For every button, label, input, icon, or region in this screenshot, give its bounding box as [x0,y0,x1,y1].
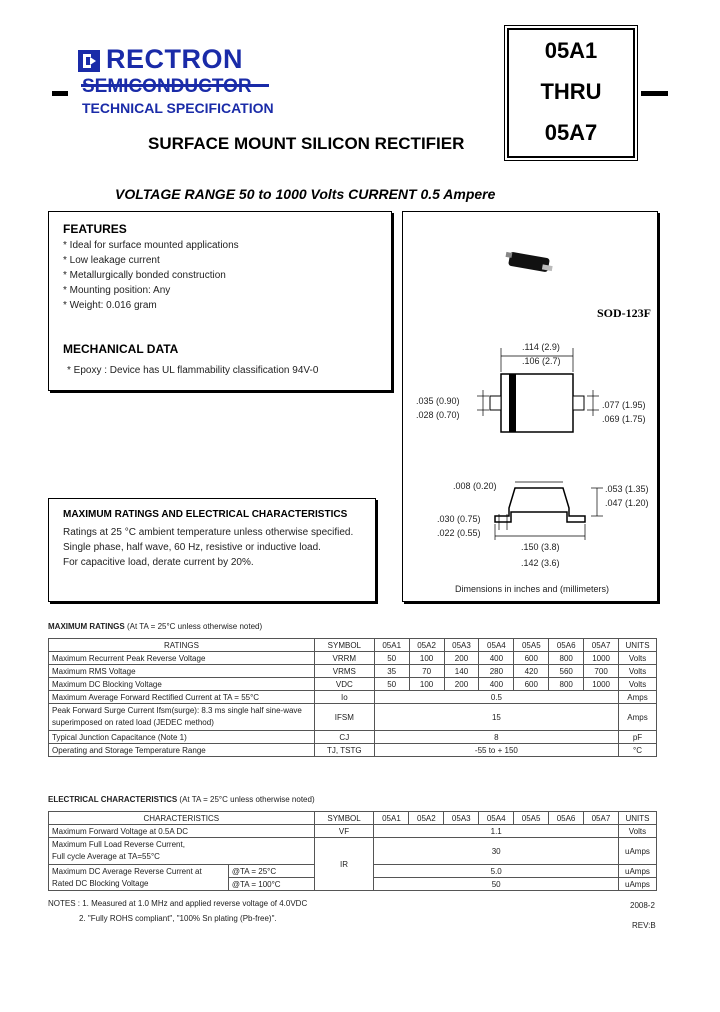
table-row [49,691,657,704]
note-1: NOTES : 1. Measured at 1.0 MHz and applied reverse voltage of 4.0VDC [48,899,308,908]
header-cell: 05A2 [409,812,444,825]
header-cell: 05A4 [479,812,514,825]
table-row [49,704,657,731]
features-list [63,238,239,313]
part-number-box [507,28,635,158]
elec-caption [48,795,315,804]
ratings-line: Ratings at 25 °C ambient temperature unless otherwise specified. [63,527,354,538]
row-symbol: VRRM [314,652,374,665]
row-label: Maximum Average Forward Rectified Current at TA = 55°C [49,691,315,704]
table-row [49,825,657,838]
row-label-line: Maximum Full Load Reverse Current, [52,840,185,849]
dim-side-bottom-1: .150 (3.8) [521,542,560,552]
max-ratings-table [48,638,657,757]
row-value: 1.1 [374,825,618,838]
part-thru: THRU [540,79,602,104]
header-bar-right [641,91,668,96]
row-label [49,865,229,891]
table-row [49,731,657,744]
header-cell: 05A7 [584,812,619,825]
ratings-heading: MAXIMUM RATINGS AND ELECTRICAL CHARACTERISTICS [63,509,348,520]
max-ratings-caption-rest: (At TA = 25°C unless otherwise noted) [124,622,263,631]
max-ratings-caption-bold: MAXIMUM RATINGS [48,622,125,631]
company-logo [78,44,278,118]
dim-right-1: .077 (1.95) [602,400,646,410]
row-condition: @TA = 100°C [228,878,314,891]
row-value: 5.0 [374,865,618,878]
row-unit: Amps [619,691,657,704]
row-symbol: TJ, TSTG [314,744,374,757]
row-value: 50 [374,652,409,665]
features-box [48,211,392,391]
header-cell: SYMBOL [314,812,374,825]
row-label: Typical Junction Capacitance (Note 1) [49,731,315,744]
dim-side-bottom-2: .142 (3.6) [521,558,560,568]
row-symbol: CJ [314,731,374,744]
row-value: 70 [409,665,444,678]
row-value: 100 [409,652,444,665]
header-cell: 05A1 [374,639,409,652]
row-unit: Volts [619,652,657,665]
row-symbol: VF [314,825,374,838]
row-label-line: Full cycle Average at TA=55°C [52,852,160,861]
table-row [49,744,657,757]
row-value: 140 [444,665,479,678]
row-value: 200 [444,678,479,691]
row-label-line: superimposed on rated load (JEDEC method) [52,718,214,727]
elec-table [48,811,657,891]
row-value: 560 [549,665,584,678]
header-cell: 05A5 [514,812,549,825]
table-row [49,838,657,865]
doc-revision: REV:B [632,921,656,930]
row-value: 420 [514,665,549,678]
row-value: 50 [374,878,618,891]
part-to: 05A7 [544,120,598,145]
row-symbol: IR [314,838,374,891]
part-from: 05A1 [544,38,598,63]
row-label: Maximum DC Blocking Voltage [49,678,315,691]
mechanical-item: * Epoxy : Device has UL flammability classification 94V-0 [67,365,319,376]
list-item: * Metallurgically bonded construction [63,270,226,281]
row-label [49,838,315,865]
row-unit: uAmps [618,865,656,878]
elec-caption-rest: (At TA = 25°C unless otherwise noted) [177,795,315,804]
row-value: 1000 [584,678,619,691]
row-label: Maximum Recurrent Peak Reverse Voltage [49,652,315,665]
row-label-line: Maximum DC Average Reverse Current at [52,866,202,876]
row-value: 0.5 [374,691,618,704]
elec-caption-bold: ELECTRICAL CHARACTERISTICS [48,795,178,804]
row-value: -55 to + 150 [374,744,618,757]
header-cell: SYMBOL [314,639,374,652]
dim-side-top: .008 (0.20) [453,481,497,491]
row-unit: Amps [619,704,657,731]
header-cell: 05A2 [409,639,444,652]
table-header-row [49,639,657,652]
row-label: Operating and Storage Temperature Range [49,744,315,757]
row-value: 35 [374,665,409,678]
row-value: 800 [549,652,584,665]
dimension-box [402,326,658,602]
row-label-line: Rated DC Blocking Voltage [52,878,149,888]
header-cell: 05A3 [444,812,479,825]
row-value: 700 [584,665,619,678]
row-label: Maximum RMS Voltage [49,665,315,678]
table-row [49,652,657,665]
dim-side-right-2: .047 (1.20) [605,498,649,508]
ratings-line: Single phase, half wave, 60 Hz, resistive or inductive load. [63,542,321,553]
semiconductor-label [82,76,252,98]
row-value: 600 [514,678,549,691]
table-row [49,665,657,678]
header-cell: 05A7 [584,639,619,652]
row-value: 15 [374,704,618,731]
dim-side-left-2: .022 (0.55) [437,528,481,538]
tech-spec-label: TECHNICAL SPECIFICATION [82,100,274,116]
row-value: 280 [479,665,514,678]
row-value: 1000 [584,652,619,665]
header-bar-left [52,91,68,96]
row-unit: uAmps [618,878,656,891]
ratings-notes [63,525,353,570]
row-label [49,704,315,731]
row-unit: °C [619,744,657,757]
header-cell: 05A3 [444,639,479,652]
dim-left-1: .035 (0.90) [416,396,460,406]
row-label-line: Peak Forward Surge Current Ifsm(surge): 8.3 ms single half sine-wave [52,706,302,715]
table-row [49,678,657,691]
row-unit: Volts [619,678,657,691]
header-cell: 05A6 [549,812,584,825]
row-symbol: VRMS [314,665,374,678]
header-cell: 05A5 [514,639,549,652]
table-header-row [49,812,657,825]
dim-left-2: .028 (0.70) [416,410,460,420]
row-symbol: Io [314,691,374,704]
page-title: SURFACE MOUNT SILICON RECTIFIER [148,134,465,153]
list-item: * Mounting position: Any [63,285,171,296]
dim-right-2: .069 (1.75) [602,414,646,424]
doc-date: 2008-2 [630,901,655,910]
row-value: 800 [549,678,584,691]
list-item: * Weight: 0.016 gram [63,300,157,311]
row-unit: Volts [618,825,656,838]
header-cell: CHARACTERISTICS [49,812,315,825]
row-value: 30 [374,838,618,865]
dim-top-1: .114 (2.9) [522,342,560,352]
header-cell: UNITS [618,812,656,825]
row-value: 400 [479,678,514,691]
voltage-range: VOLTAGE RANGE 50 to 1000 Volts CURRENT 0.5 Ampere [115,186,496,202]
dimension-caption: Dimensions in inches and (millimeters) [455,584,610,594]
note-2: 2. "Fully ROHS compliant", "100% Sn plating (Pb-free)". [79,914,277,923]
row-value: 200 [444,652,479,665]
row-unit: pF [619,731,657,744]
row-unit: Volts [619,665,657,678]
row-value: 100 [409,678,444,691]
header-cell: 05A1 [374,812,409,825]
row-value: 8 [374,731,618,744]
list-item: * Low leakage current [63,255,160,266]
header-cell: RATINGS [49,639,315,652]
package-name: SOD-123F [597,306,651,320]
package-box [402,211,658,328]
brand-name: RECTRON [106,44,243,74]
header-cell: 05A4 [479,639,514,652]
row-value: 400 [479,652,514,665]
ratings-line: For capacitive load, derate current by 20%. [63,557,254,568]
row-condition: @TA = 25°C [228,865,314,878]
package-photo [503,247,559,279]
row-symbol: IFSM [314,704,374,731]
list-item: * Ideal for surface mounted applications [63,240,239,251]
rectron-logo-icon [78,50,100,72]
dim-side-left-1: .030 (0.75) [437,514,481,524]
dim-top-2: .106 (2.7) [522,356,561,366]
mechanical-heading: MECHANICAL DATA [63,342,179,356]
max-ratings-caption [48,622,262,631]
row-value: 600 [514,652,549,665]
header-rule [81,84,269,87]
row-unit: uAmps [618,838,656,865]
row-label: Maximum Forward Voltage at 0.5A DC [49,825,315,838]
row-symbol: VDC [314,678,374,691]
header-cell: UNITS [619,639,657,652]
header-cell: 05A6 [549,639,584,652]
row-value: 50 [374,678,409,691]
dim-side-right-1: .053 (1.35) [605,484,649,494]
features-heading: FEATURES [63,222,127,236]
ratings-box [48,498,376,602]
